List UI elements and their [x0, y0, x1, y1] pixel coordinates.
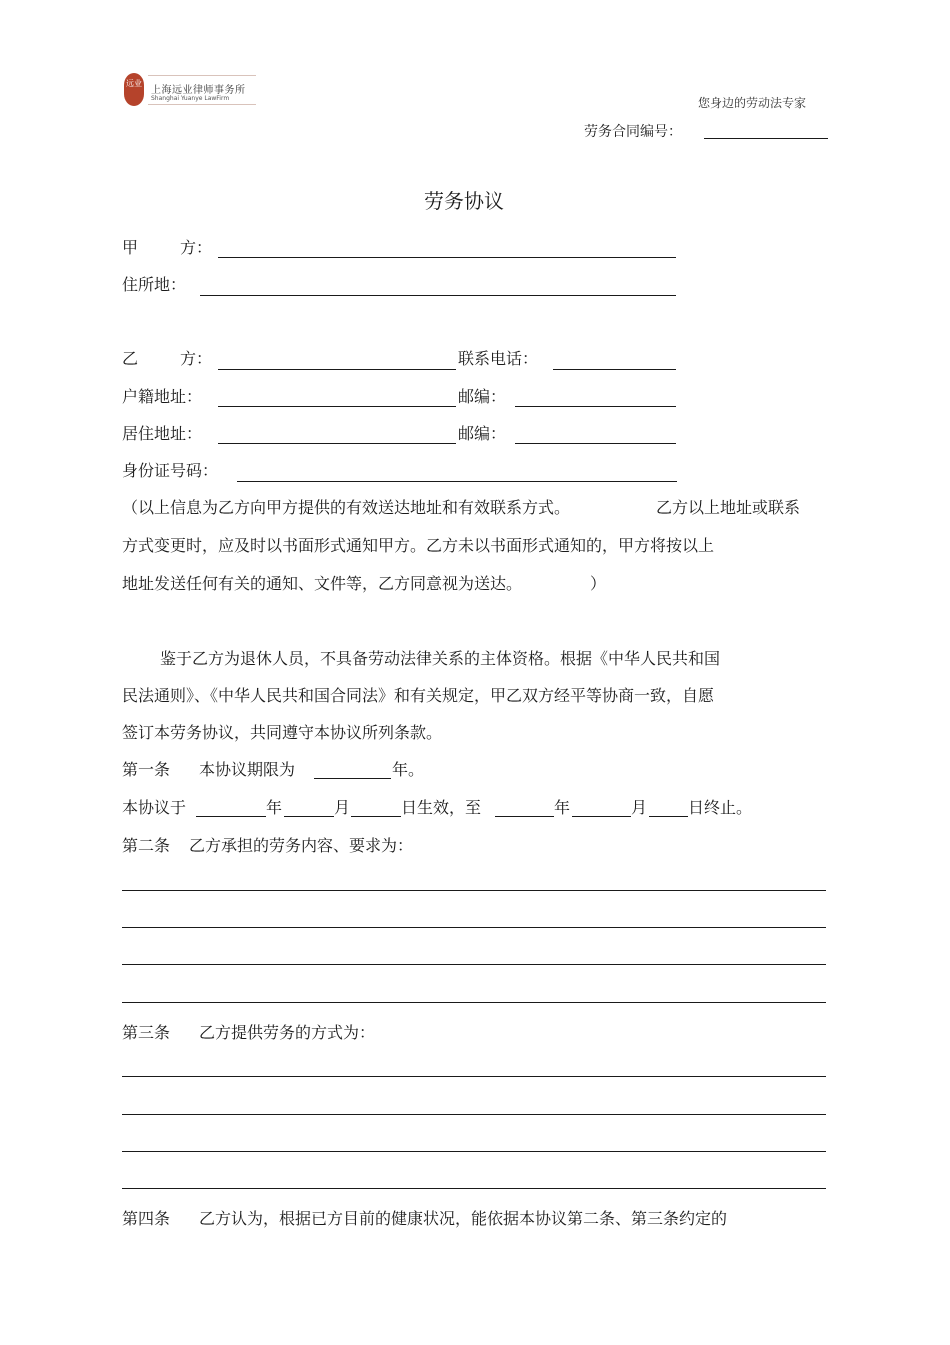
household-postcode-field[interactable]: [515, 406, 676, 407]
residence-postcode-field[interactable]: [515, 443, 676, 444]
term-prefix: 本协议于: [122, 798, 187, 817]
party-a-name-field[interactable]: [218, 257, 676, 258]
household-address-field[interactable]: [218, 406, 456, 407]
party-b-label-2: 方：: [180, 349, 213, 368]
residence-address-label: 居住地址：: [122, 424, 203, 443]
start-year-unit: 年: [266, 798, 283, 817]
party-a-address-label: 住所地：: [122, 275, 187, 294]
notice-line-3a: 地址发送任何有关的通知、文件等，乙方同意视为送达。: [122, 574, 523, 593]
article-2-heading: 第二条: [122, 836, 171, 855]
party-b-phone-field[interactable]: [553, 369, 676, 370]
party-b-phone-label: 联系电话：: [458, 349, 539, 368]
article-3-text: 乙方提供劳务的方式为：: [199, 1023, 376, 1042]
article-4-text: 乙方认为，根据已方目前的健康状况，能依据本协议第二条、第三条约定的: [199, 1209, 728, 1228]
notice-line-3b: ）: [590, 574, 607, 593]
notice-line-2: 方式变更时，应及时以书面形式通知甲方。乙方未以书面形式通知的，甲方将按以上: [122, 536, 715, 555]
article-3-blank-line[interactable]: [122, 1076, 826, 1077]
logo-name-en: Shanghai Yuanye LawFirm: [151, 95, 230, 102]
notice-line-1a: （以上信息为乙方向甲方提供的有效送达地址和有效联系方式。: [122, 498, 571, 517]
household-postcode-label: 邮编：: [458, 387, 507, 406]
article-4-heading: 第四条: [122, 1209, 171, 1228]
end-year-unit: 年: [554, 798, 571, 817]
article-3-heading: 第三条: [122, 1023, 171, 1042]
party-a-label-1: 甲: [122, 238, 139, 257]
law-firm-logo: [120, 71, 258, 108]
residence-address-field[interactable]: [218, 443, 456, 444]
contract-no-label: 劳务合同编号：: [584, 124, 682, 140]
article-3-blank-line[interactable]: [122, 1151, 826, 1152]
article-1-text: 本协议期限为: [199, 760, 296, 779]
end-month-unit: 月: [631, 798, 648, 817]
logo-seal: 远业: [124, 73, 144, 106]
notice-line-1b: 乙方以上地址或联系: [656, 498, 801, 517]
article-1-heading: 第一条: [122, 760, 171, 779]
start-month-unit: 月: [334, 798, 351, 817]
contract-no-field[interactable]: [704, 138, 828, 139]
id-number-label: 身份证号码：: [122, 461, 219, 480]
article-3-blank-line[interactable]: [122, 1188, 826, 1189]
party-a-label-2: 方：: [180, 238, 213, 257]
start-day-unit: 日生效，至: [401, 798, 482, 817]
article-2-blank-line[interactable]: [122, 1002, 826, 1003]
end-day-field[interactable]: [649, 816, 688, 817]
intro-line-1: 鉴于乙方为退休人员，不具备劳动法律关系的主体资格。根据《中华人民共和国: [160, 649, 721, 668]
party-a-address-field[interactable]: [200, 295, 676, 296]
residence-postcode-label: 邮编：: [458, 424, 507, 443]
article-3-blank-line[interactable]: [122, 1114, 826, 1115]
start-year-field[interactable]: [196, 816, 266, 817]
term-years-field[interactable]: [314, 778, 391, 779]
logo-name-cn: 上海远业律师事务所: [151, 85, 246, 96]
page-title: 劳务协议: [424, 189, 504, 213]
party-b-name-field[interactable]: [218, 369, 456, 370]
article-1-year: 年。: [392, 760, 425, 779]
end-year-field[interactable]: [495, 816, 554, 817]
tagline: 您身边的劳动法专家: [698, 96, 807, 110]
start-month-field[interactable]: [284, 816, 334, 817]
intro-line-3: 签订本劳务协议，共同遵守本协议所列条款。: [122, 723, 443, 742]
party-b-label-1: 乙: [122, 349, 139, 368]
article-2-text: 乙方承担的劳务内容、要求为：: [189, 836, 414, 855]
start-day-field[interactable]: [351, 816, 401, 817]
article-2-blank-line[interactable]: [122, 890, 826, 891]
end-day-unit: 日终止。: [688, 798, 753, 817]
article-2-blank-line[interactable]: [122, 964, 826, 965]
end-month-field[interactable]: [572, 816, 631, 817]
intro-line-2: 民法通则》、《中华人民共和国合同法》和有关规定，甲乙双方经平等协商一致，自愿: [122, 686, 715, 705]
id-number-field[interactable]: [237, 481, 677, 482]
logo-divider: [148, 75, 256, 76]
logo-divider: [148, 104, 256, 105]
article-2-blank-line[interactable]: [122, 927, 826, 928]
household-address-label: 户籍地址：: [122, 387, 203, 406]
